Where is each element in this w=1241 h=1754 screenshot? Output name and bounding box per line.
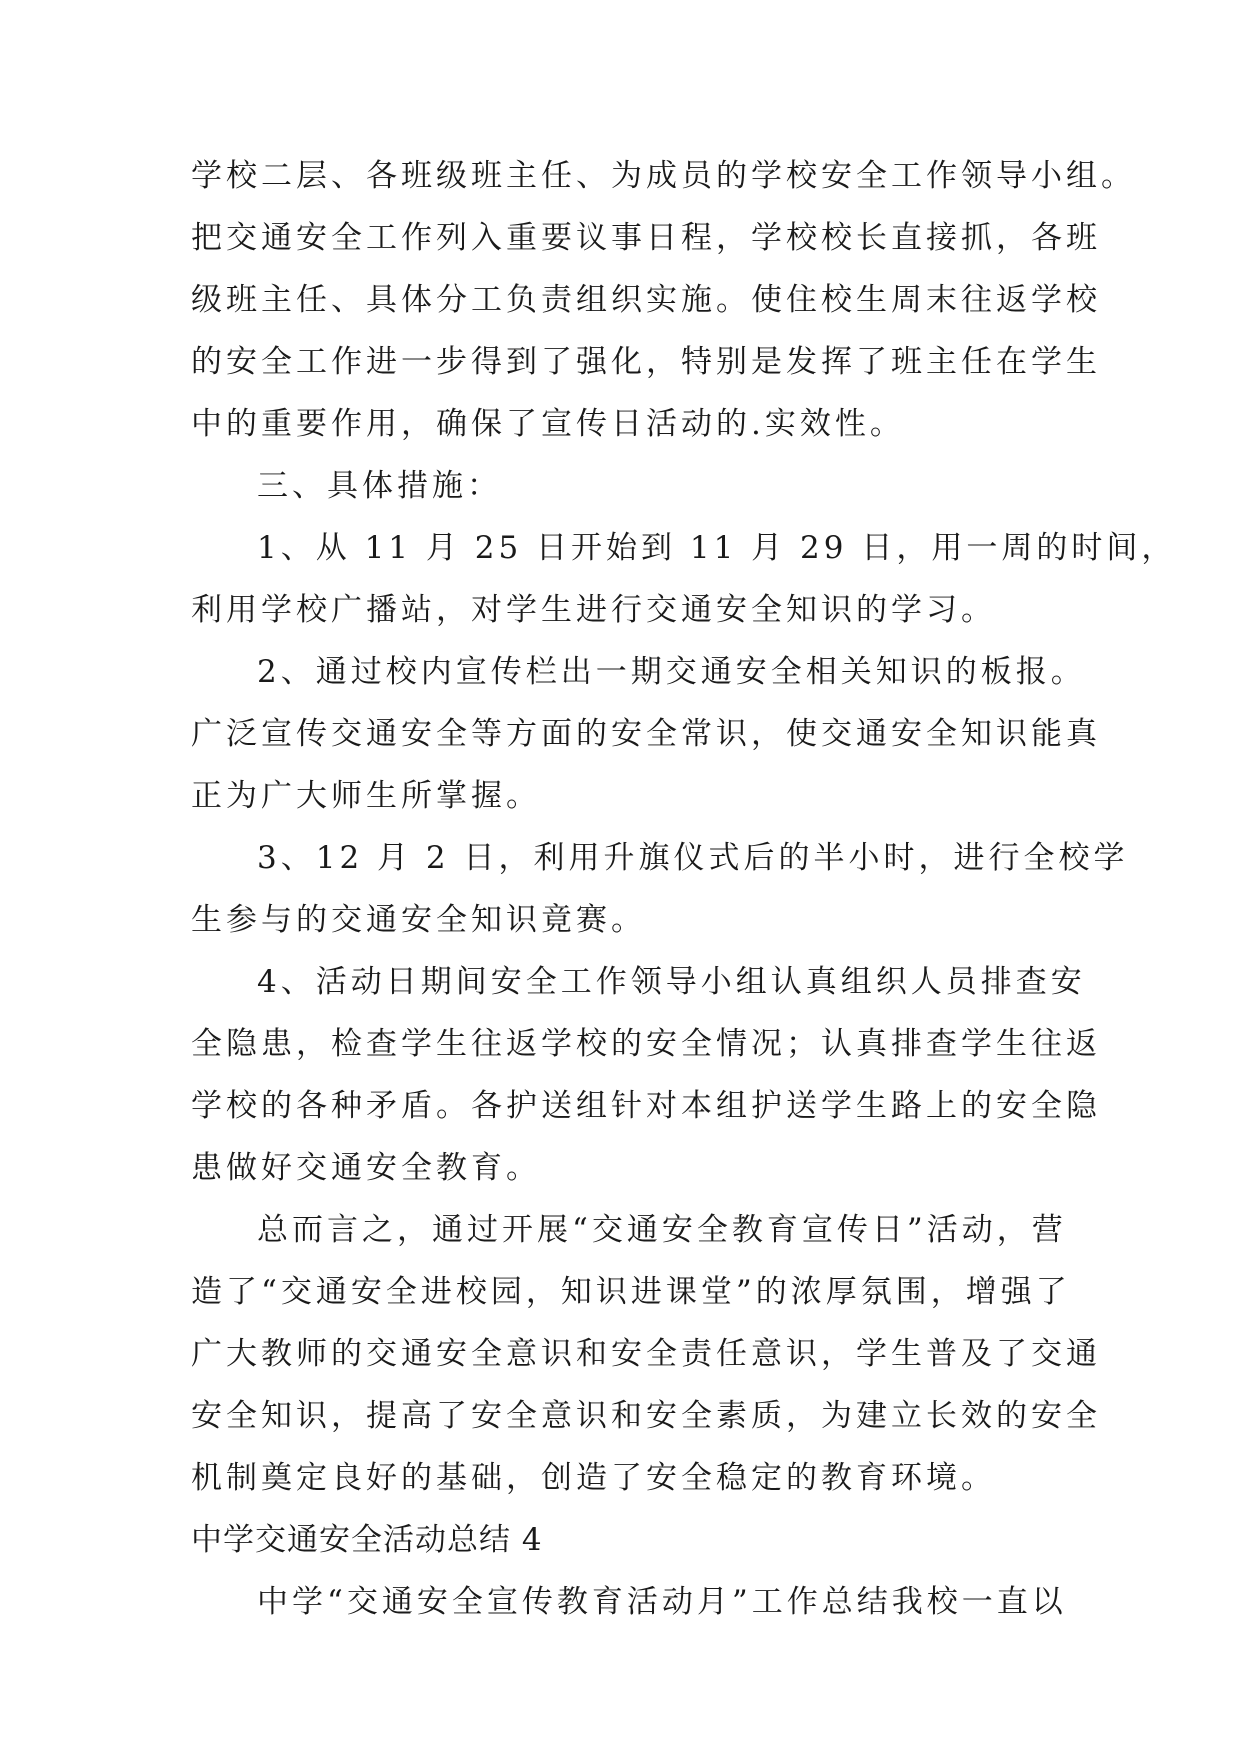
text-line — [191, 1199, 1067, 1261]
text-line-content: 正为广大师生所掌握。 — [191, 778, 541, 814]
text-line — [191, 1447, 1061, 1509]
document-body — [191, 145, 1177, 1633]
text-line-content: 造了“交通安全进校园，知识进课堂”的浓厚氛围，增强了 — [191, 1274, 1071, 1310]
text-line — [191, 1261, 1071, 1323]
text-line — [191, 1323, 1101, 1385]
text-line — [191, 889, 1061, 951]
text-line — [191, 145, 1136, 207]
text-line — [191, 765, 1061, 827]
text-line-content: 的安全工作进一步得到了强化，特别是发挥了班主任在学生 — [191, 344, 1101, 380]
text-line — [191, 393, 1061, 455]
text-line-content: 利用学校广播站，对学生进行交通安全知识的学习。 — [191, 592, 996, 628]
section-heading — [191, 455, 1061, 517]
text-line — [191, 1137, 1061, 1199]
text-line — [191, 207, 1101, 269]
text-line-content: 生参与的交通安全知识竟赛。 — [191, 902, 646, 938]
text-line-content: 2、通过校内宣传栏出一期交通安全相关知识的板报。 — [257, 654, 1086, 690]
text-line-content: 4、活动日期间安全工作领导小组认真组织人员排查安 — [257, 964, 1086, 1000]
text-line — [191, 951, 1086, 1013]
section-title — [191, 1509, 1061, 1571]
text-line — [191, 1385, 1101, 1447]
text-line-content: 级班主任、具体分工负责组织实施。使住校生周末往返学校 — [191, 282, 1101, 318]
text-line — [191, 579, 1061, 641]
text-line-content: 机制奠定良好的基础，创造了安全稳定的教育环境。 — [191, 1460, 996, 1496]
text-line-content: 学校的各种矛盾。各护送组针对本组护送学生路上的安全隐 — [191, 1088, 1101, 1124]
text-line-content: 患做好交通安全教育。 — [191, 1150, 541, 1186]
text-line — [191, 517, 1177, 579]
text-line — [191, 269, 1101, 331]
text-line-content: 广大教师的交通安全意识和安全责任意识，学生普及了交通 — [191, 1336, 1101, 1372]
text-line-content: 中学“交通安全宣传教育活动月”工作总结我校一直以 — [257, 1584, 1067, 1620]
text-line-content: 总而言之，通过开展“交通安全教育宣传日”活动，营 — [257, 1212, 1067, 1248]
text-line — [191, 1075, 1101, 1137]
text-line-content: 安全知识，提高了安全意识和安全素质，为建立长效的安全 — [191, 1398, 1101, 1434]
text-line — [191, 1013, 1101, 1075]
text-line — [191, 827, 1129, 889]
text-line-content: 学校二层、各班级班主任、为成员的学校安全工作领导小组。 — [191, 158, 1136, 194]
section-title-text: 中学交通安全活动总结 4 — [191, 1522, 543, 1558]
text-line-content: 中的重要作用，确保了宣传日活动的.实效性。 — [191, 406, 905, 442]
text-line — [191, 1571, 1067, 1633]
text-line — [191, 703, 1101, 765]
text-line-content: 全隐患，检查学生往返学校的安全情况；认真排查学生往返 — [191, 1026, 1101, 1062]
text-line — [191, 641, 1086, 703]
text-line — [191, 331, 1101, 393]
text-line-content: 把交通安全工作列入重要议事日程，学校校长直接抓，各班 — [191, 220, 1101, 256]
text-line-content: 广泛宣传交通安全等方面的安全常识，使交通安全知识能真 — [191, 716, 1101, 752]
text-line-content: 1、从 11 月 25 日开始到 11 月 29 日，用一周的时间， — [257, 530, 1177, 566]
text-line-content: 3、12 月 2 日，利用升旗仪式后的半小时，进行全校学 — [257, 840, 1129, 876]
section-heading-text: 三、具体措施： — [257, 468, 502, 504]
